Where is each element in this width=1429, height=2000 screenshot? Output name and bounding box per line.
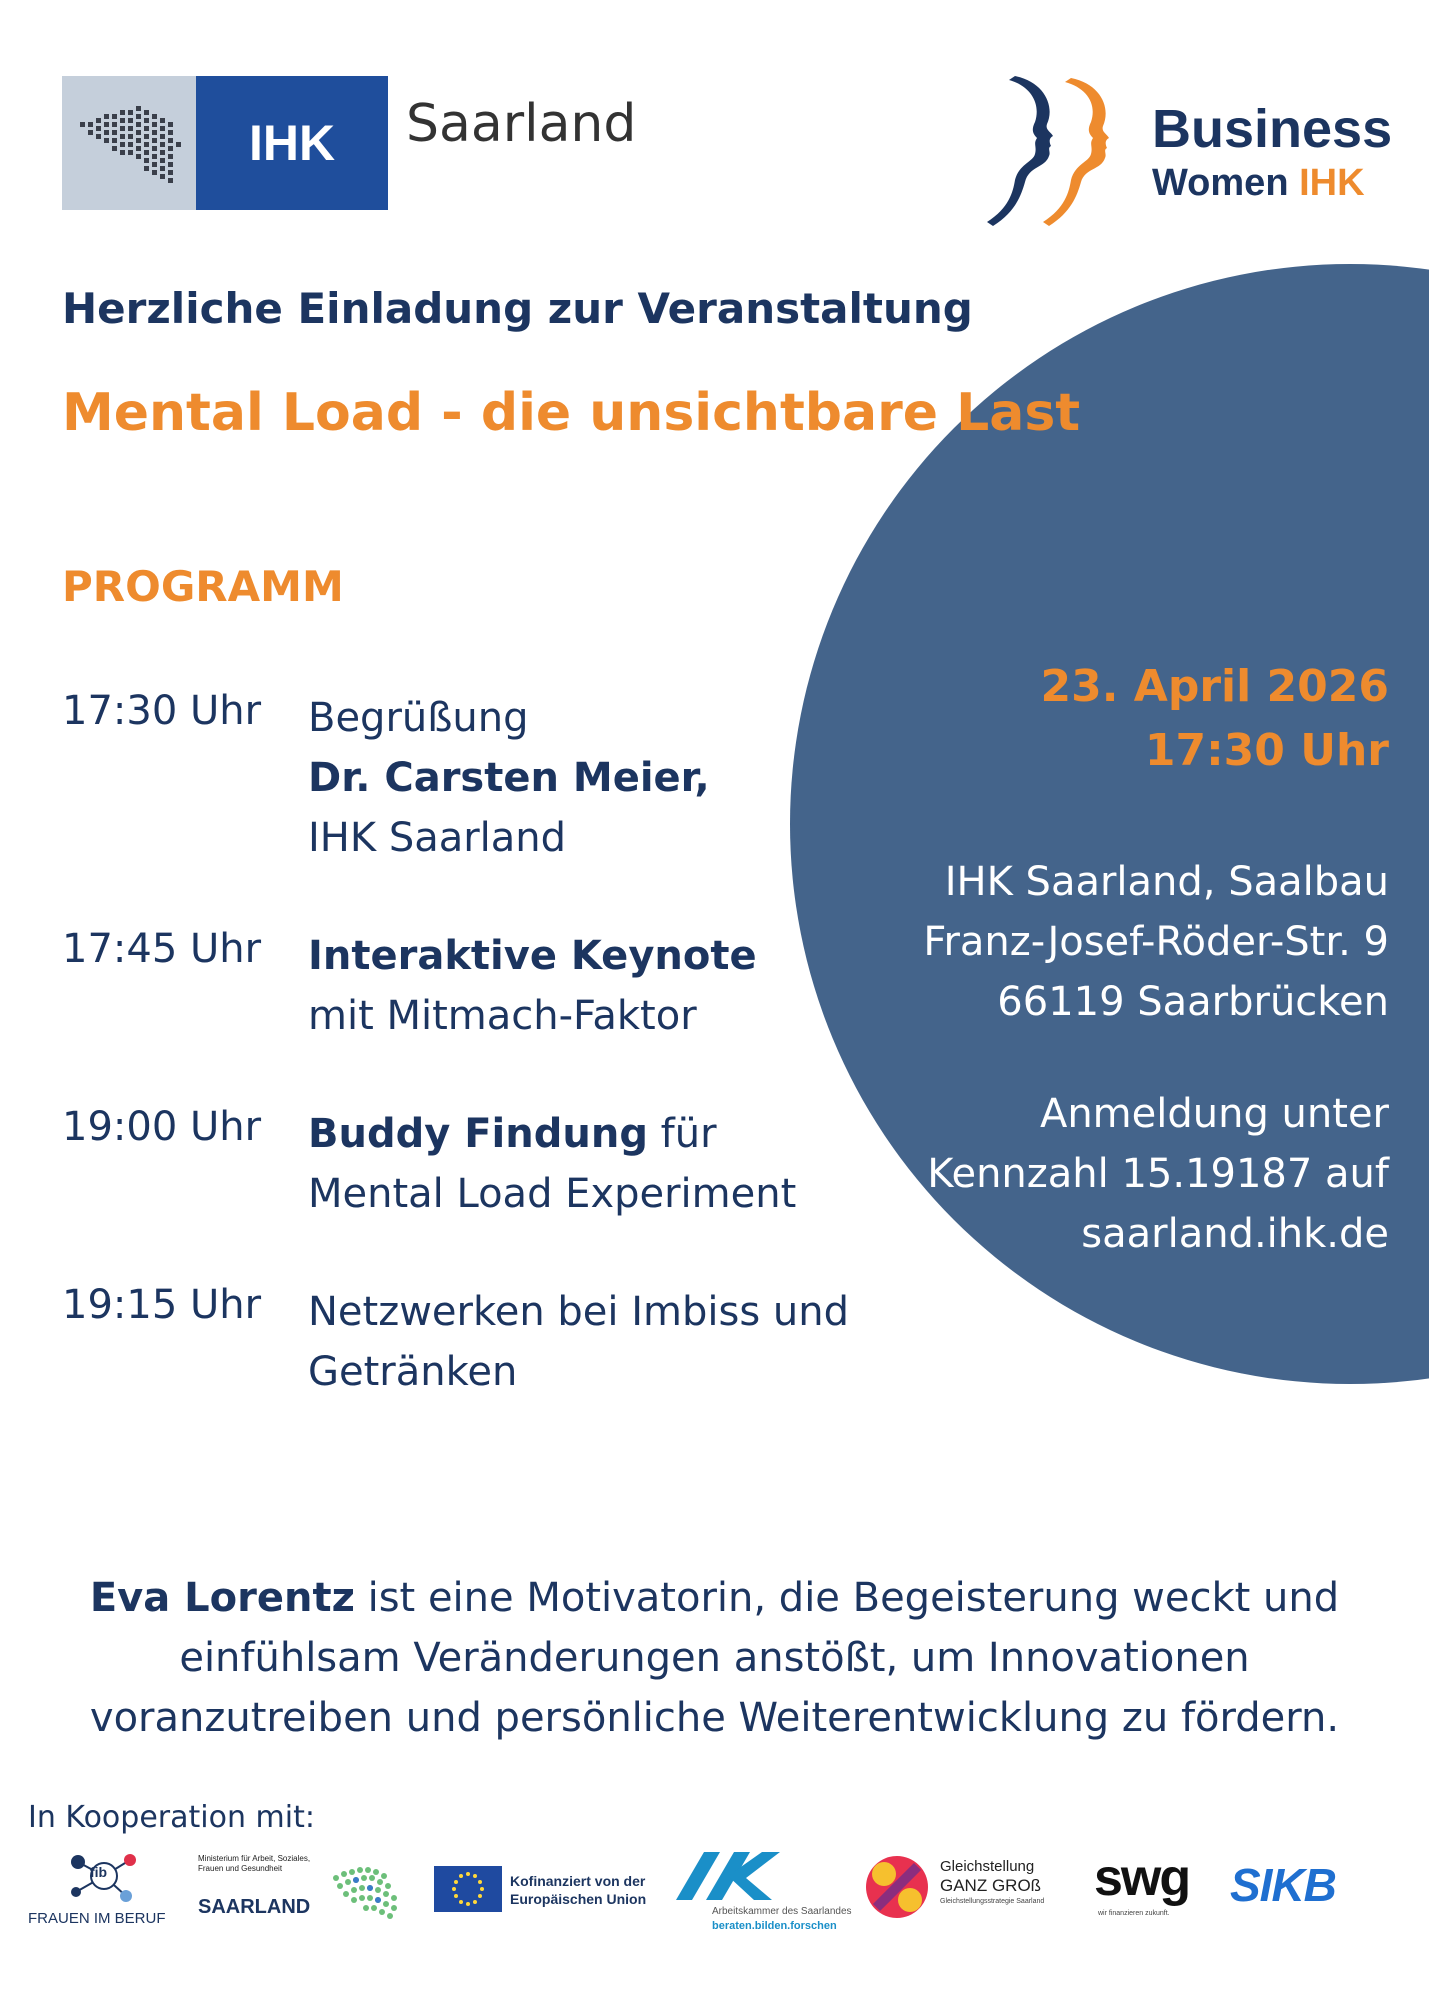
program-desc-2-title: Interaktive Keynote [308,933,757,979]
program-desc-2-line2: mit Mitmach-Faktor [308,993,697,1039]
partner-logo-gleichstellung [864,1848,1074,1938]
program-desc-1-line3: IHK Saarland [308,815,567,861]
program-heading: PROGRAMM [62,562,344,611]
event-time: 17:30 Uhr [1144,725,1389,776]
ak-line1: Arbeitskammer des Saarlandes [712,1906,852,1917]
event-date: 23. April 2026 [1040,661,1389,712]
program-desc-1 [308,688,710,868]
bw-business: Business [1152,99,1393,159]
invitation-heading: Herzliche Einladung zur Veranstaltung [62,284,973,333]
speaker-text-3: voranzutreiben und persönliche Weiterentwicklung zu fördern. [89,1695,1340,1741]
partner-logo-sikb [1230,1848,1360,1938]
event-venue-block [923,852,1389,1032]
ihk-saarland-logo [62,76,637,210]
bw-women-ihk [1152,162,1365,205]
eu-text-line2: Europäischen Union [510,1891,647,1907]
swg-tagline: wir finanzieren zukunft. [1098,1910,1170,1917]
gleich-line1: Gleichstellung [940,1858,1035,1875]
registration-line1: Anmeldung unter [1039,1091,1389,1137]
program-time-2: 17:45 Uhr [62,926,262,972]
program-desc-3-title: Buddy Findung [308,1111,648,1157]
saarland-dotted-map-icon [326,1858,406,1928]
ak-mark-icon [676,1848,786,1904]
program-desc-3-line2: Mental Load Experiment [308,1171,797,1217]
speaker-text-2: einfühlsam Veränderungen anstößt, um Innovationen [179,1635,1250,1681]
swg-mark: swg [1094,1849,1190,1907]
program-desc-4-line1: Netzwerken bei Imbiss und [308,1289,849,1335]
program-time-1: 17:30 Uhr [62,688,262,734]
event-title: Mental Load - die unsichtbare Last [62,383,1081,443]
event-street: Franz-Josef-Röder-Str. 9 [923,919,1389,965]
fib-mark: fib [90,1864,108,1880]
program-desc-3-suffix: für [647,1111,717,1157]
partner-logo-arbeitskammer [672,1848,852,1938]
partner-logo-eu [432,1848,660,1938]
program-desc-4 [308,1282,849,1402]
event-city: 66119 Saarbrücken [997,979,1389,1025]
ak-line2: beraten.bilden.forschen [712,1920,837,1932]
ministry-name: Ministerium für Arbeit, Soziales, Frauen und Gesundheit [198,1854,311,1873]
bw-ihk: IHK [1299,162,1365,204]
event-venue: IHK Saarland, Saalbau [944,859,1389,905]
business-women-ihk-logo [985,72,1405,232]
women-profiles-icon [985,72,1145,232]
ministry-saarland: SAARLAND [198,1896,311,1918]
program-desc-3 [308,1104,796,1224]
cooperation-label: In Kooperation mit: [28,1800,315,1835]
program-desc-4-line2: Getränken [308,1349,518,1395]
gleich-line3: Gleichstellungsstrategie Saarland [940,1898,1045,1905]
eu-text-line1: Kofinanziert von der [510,1873,646,1889]
sikb-mark: SIKB [1230,1859,1336,1911]
program-desc-2 [308,926,757,1046]
ihk-region: Saarland [406,94,637,154]
ihk-brand: IHK [196,76,388,210]
speaker-text-1: ist eine Motivatorin, die Begeisterung weckt und [354,1575,1340,1621]
fib-text: FRAUEN IM BERUF [28,1910,166,1927]
eu-text [510,1872,646,1908]
speaker-description [0,1568,1429,1748]
partner-logo-ministry [194,1848,410,1938]
saarland-map-icon [62,76,196,210]
registration-url: saarland.ihk.de [1081,1211,1389,1257]
event-date-block [1041,655,1389,783]
program-desc-1-line1: Begrüßung [308,695,529,741]
gleichstellung-icon [864,1854,930,1920]
speaker-name: Eva Lorentz [89,1575,355,1621]
registration-block [927,1084,1389,1264]
eu-flag-icon [434,1866,502,1912]
program-time-3: 19:00 Uhr [62,1104,262,1150]
bw-women: Women [1152,162,1289,204]
registration-line2: Kennzahl 15.19187 auf [927,1151,1389,1197]
program-desc-1-speaker: Dr. Carsten Meier, [308,755,710,801]
partner-logo-fib [28,1848,178,1938]
partner-logo-swg [1094,1848,1212,1938]
program-time-4: 19:15 Uhr [62,1282,262,1328]
gleich-line2: GANZ GROß [940,1876,1042,1895]
